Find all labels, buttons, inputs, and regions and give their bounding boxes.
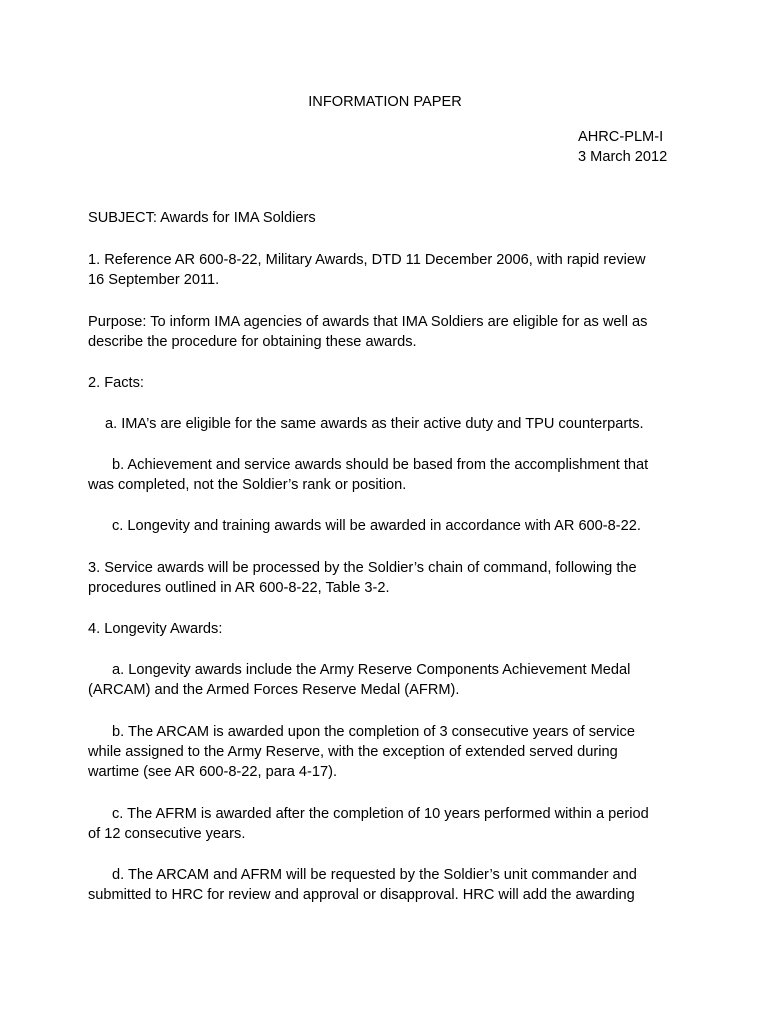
paragraph-4d-line-2: submitted to HRC for review and approval or disapproval. HRC will add the awarding (88, 887, 635, 903)
paragraph-4b-line-1: b. The ARCAM is awarded upon the completion of 3 consecutive years of service (112, 724, 635, 740)
purpose-line-1: Purpose: To inform IMA agencies of awards that IMA Soldiers are eligible for as well as (88, 314, 648, 330)
subject-line: SUBJECT: Awards for IMA Soldiers (88, 210, 316, 226)
purpose-line-2: describe the procedure for obtaining these awards. (88, 334, 417, 350)
paragraph-4d-line-1: d. The ARCAM and AFRM will be requested by the Soldier’s unit commander and (112, 867, 637, 883)
paragraph-4c-line-2: of 12 consecutive years. (88, 826, 246, 842)
paragraph-1-line-2: 16 September 2011. (88, 272, 220, 288)
paragraph-3-line-2: procedures outlined in AR 600-8-22, Table 3-2. (88, 580, 390, 596)
paragraph-2b-line-2: was completed, not the Soldier’s rank or position. (88, 477, 407, 493)
document-date: 3 March 2012 (578, 149, 668, 165)
paragraph-2-heading: 2. Facts: (88, 375, 144, 391)
paragraph-2a-line-1: a. IMA’s are eligible for the same awards as their active duty and TPU counterparts. (105, 416, 644, 432)
paragraph-2b-line-1: b. Achievement and service awards should be based from the accomplishment that (112, 457, 649, 473)
paragraph-4a-line-2: (ARCAM) and the Armed Forces Reserve Medal (AFRM). (88, 682, 460, 698)
paragraph-4c-line-1: c. The AFRM is awarded after the completion of 10 years performed within a period (112, 806, 649, 822)
paragraph-4b-line-3: wartime (see AR 600-8-22, para 4-17). (88, 764, 338, 780)
paragraph-4a-line-1: a. Longevity awards include the Army Reserve Components Achievement Medal (112, 662, 631, 678)
paragraph-4-heading: 4. Longevity Awards: (88, 621, 223, 637)
office-symbol: AHRC-PLM-I (578, 129, 664, 145)
paragraph-2c-line-1: c. Longevity and training awards will be awarded in accordance with AR 600-8-22. (112, 518, 641, 534)
document-title: INFORMATION PAPER (308, 94, 462, 110)
paragraph-4b-line-2: while assigned to the Army Reserve, with the exception of extended served during (88, 744, 618, 760)
paragraph-1-line-1: 1. Reference AR 600-8-22, Military Awards, DTD 11 December 2006, with rapid review (88, 252, 646, 268)
paragraph-3-line-1: 3. Service awards will be processed by the Soldier’s chain of command, following the (88, 560, 637, 576)
